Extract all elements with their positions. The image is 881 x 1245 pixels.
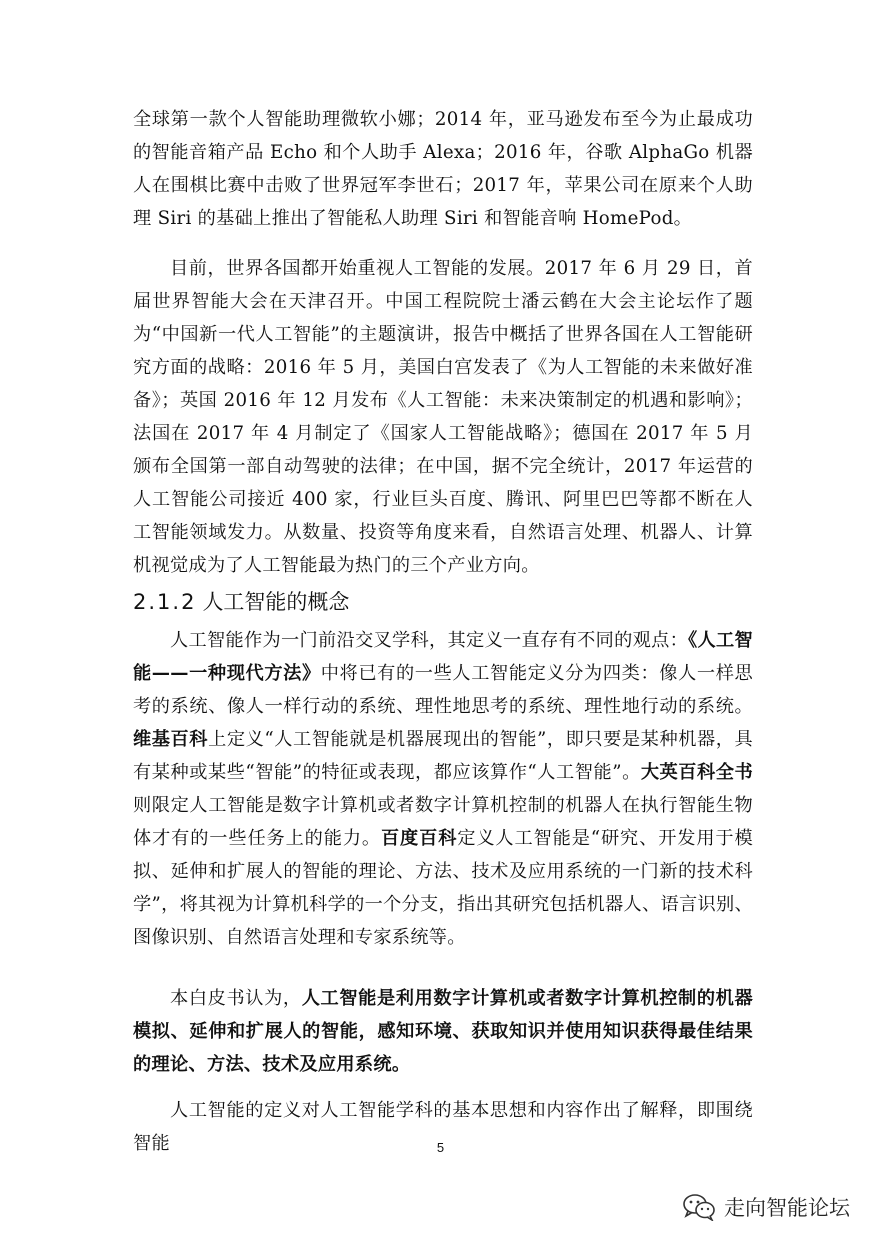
paragraph-4 [133,982,753,1081]
paragraph-2 [133,252,753,582]
section-number: 2.1.2 [133,590,197,614]
paragraph-3 [133,624,753,954]
bold-text-segment: 百度百科 [380,828,458,849]
section-heading [133,588,753,616]
wechat-icon [682,1193,716,1221]
text-segment: 人工智能作为一门前沿交叉学科，其定义一直存有不同的观点： [170,630,689,651]
bold-text-segment: 大英百科全书 [640,762,753,783]
bold-text-segment: 人工智能是利用数字计算机或者数字计算机控制的机器模拟、延伸和扩展人的智能，感知环境、获取知识并使用知识获得最佳结果的理论、方法、技术及应用系统。 [133,988,753,1075]
text-segment: 本白皮书认为， [170,988,302,1009]
bold-text-segment: 《人工智能——一种现代方法》 [133,630,753,684]
watermark [682,1190,850,1224]
text-segment: 中将已有的一些人工智能定义分为四类：像人一样思考的系统、像人一样行动的系统、理性地思考的系统、理性地行动的系统。 [133,663,753,717]
text-segment: 全球第一款个人智能助理微软小娜；2014 年，亚马逊发布至今为止最成功的智能音箱产品 Echo 和个人助手 Alexa；2016 年，谷歌 AlphaGo 机器人在围棋比赛中击败了世界冠军李世石；2017 年，苹果公司在原来个人助理 Siri 的基础上推出了智能私人助理 Siri 和智能音响 HomePod。 [133,109,753,229]
text-segment: 定义人工智能是“研究、开发用于模拟、延伸和扩展人的智能的理论、方法、技术及应用系统的一门新的技术科学”，将其视为计算机科学的一个分支，指出其研究包括机器人、语言识别、图像识别、自然语言处理和专家系统等。 [133,828,753,948]
text-segment: 上定义“人工智能就是机器展现出的智能”，即只要是某种机器，具有某种或某些“智能”的特征或表现，都应该算作“人工智能”。 [133,729,753,783]
text-segment: 人工智能的定义对人工智能学科的基本思想和内容作出了解释，即围绕智能 [133,1100,753,1154]
page-number: 5 [436,1140,445,1155]
section-title: 人工智能的概念 [202,590,350,614]
watermark-text: 走向智能论坛 [724,1196,850,1220]
text-segment: 目前，世界各国都开始重视人工智能的发展。2017 年 6 月 29 日，首届世界智能大会在天津召开。中国工程院院士潘云鹤在大会主论坛作了题为“中国新一代人工智能”的主题演讲，报告中概括了世界各国在人工智能研究方面的战略：2016 年 5 月，美国白宫发表了《为人工智能的未来做好准备》；英国 2016 年 12 月发布《人工智能：未来决策制定的机遇和影响》；法国在 2017 年 4 月制定了《国家人工智能战略》；德国在 2017 年 5 月颁布全国第一部自动驾驶的法律；在中国，据不完全统计，2017 年运营的人工智能公司接近 400 家，行业巨头百度、腾讯、阿里巴巴等都不断在人工智能领域发力。从数量、投资等角度来看，自然语言处理、机器人、计算机视觉成为了人工智能最为热门的三个产业方向。 [133,258,753,576]
paragraph-1 [133,103,753,235]
bold-text-segment: 维基百科 [133,729,209,750]
text-segment: 则限定人工智能是数字计算机或者数字计算机控制的机器人在执行智能生物体才有的一些任务上的能力。 [133,795,753,849]
